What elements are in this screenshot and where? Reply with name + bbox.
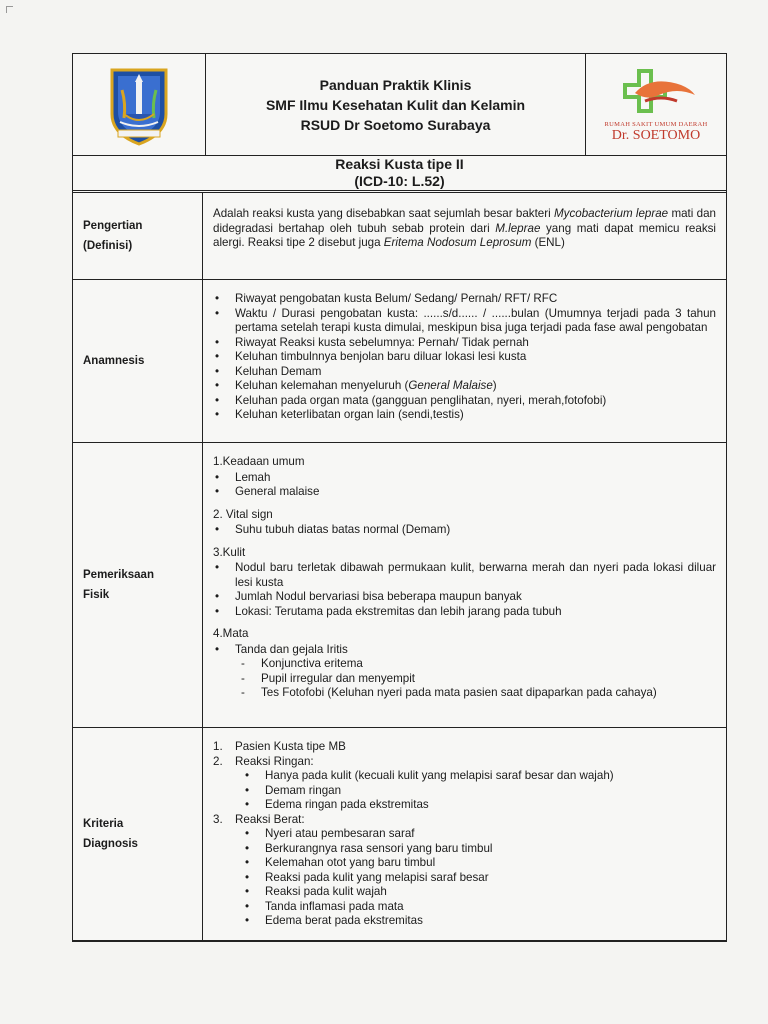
section-kulit bbox=[213, 546, 716, 620]
document-title-block bbox=[206, 54, 585, 155]
list-item: • Lokasi: Terutama pada ekstremitas dan lebih jarang pada tubuh bbox=[213, 605, 716, 620]
label-kriteria: Kriteria bbox=[83, 818, 124, 830]
icd-code: (ICD-10: L.52) bbox=[354, 173, 445, 189]
section-keadaan-umum bbox=[213, 455, 716, 500]
list-item: • Keluhan keterlibatan organ lain (sendi,testis) bbox=[213, 408, 716, 423]
def-italic-1: Mycobacterium leprae bbox=[554, 207, 669, 220]
item-number: 3. bbox=[213, 812, 223, 826]
ringan-list bbox=[235, 769, 716, 813]
item-text: ) bbox=[492, 379, 497, 392]
list-item: • General malaise bbox=[213, 485, 716, 500]
list-item: • Lemah bbox=[213, 471, 716, 486]
def-text-3: yang mati dapat memicu reaksi alergi. Reaksi tipe 2 disebut juga bbox=[213, 221, 716, 249]
kriteria-content bbox=[203, 728, 726, 940]
provincial-emblem-icon bbox=[104, 64, 174, 146]
pemeriksaan-content bbox=[203, 443, 726, 727]
item-number: 1. bbox=[213, 740, 223, 753]
list-item: - Tes Fotofobi (Keluhan nyeri pada mata pasien saat dipaparkan pada cahaya) bbox=[237, 686, 716, 701]
def-text-2: mati dan didegradasi bertahap oleh tubuh sebab protein dari bbox=[213, 207, 716, 235]
anamnesis-list bbox=[213, 292, 716, 423]
list-item bbox=[213, 379, 716, 394]
item-text: Reaksi Berat: bbox=[235, 812, 305, 826]
mata-list bbox=[213, 643, 716, 658]
list-item: • Nodul baru terletak dibawah permukaan kulit, berwarna merah dan nyeri pada lokasi diluar lesi kusta bbox=[213, 561, 716, 590]
row-pemeriksaan-fisik bbox=[73, 442, 726, 727]
kriteria-list bbox=[213, 740, 716, 929]
list-item: • Tanda inflamasi pada mata bbox=[243, 900, 716, 915]
list-item: • Riwayat pengobatan kusta Belum/ Sedang/ Pernah/ RFT/ RFC bbox=[213, 292, 716, 307]
def-italic-3: Eritema Nodosum Leprosum bbox=[383, 236, 532, 249]
label-pemeriksaan: Pemeriksaan bbox=[83, 569, 154, 581]
list-item: • Edema berat pada ekstremitas bbox=[243, 914, 716, 929]
list-item: • Reaksi pada kulit wajah bbox=[243, 885, 716, 900]
def-italic-2: M.leprae bbox=[495, 221, 541, 235]
list-item: • Riwayat Reaksi kusta sebelumnya: Pernah/ Tidak pernah bbox=[213, 336, 716, 351]
row-anamnesis bbox=[73, 279, 726, 442]
section-title: 3.Kulit bbox=[213, 545, 246, 559]
list-item: • Tanda dan gejala Iritis bbox=[213, 643, 716, 658]
document-topic: Reaksi Kusta tipe II bbox=[335, 156, 464, 172]
item-text: Keluhan kelemahan menyeluruh ( bbox=[235, 379, 409, 392]
definition-text bbox=[203, 193, 726, 279]
left-logo-cell bbox=[73, 54, 206, 155]
list-item: • Waktu / Durasi pengobatan kusta: ......s/d...... / ......bulan (Umumnya terjadi pada 3 tahun pertama setelah terapi kusta dimulai, meskipun bisa juga terjadi pada fase awal pengobatan bbox=[213, 307, 716, 336]
section-mata bbox=[213, 627, 716, 701]
title-line-2: SMF Ilmu Kesehatan Kulit dan Kelamin bbox=[265, 96, 526, 113]
hospital-logo-icon bbox=[611, 65, 701, 121]
list-item: • Nyeri atau pembesaran saraf bbox=[243, 827, 716, 842]
def-text-4: (ENL) bbox=[531, 236, 565, 249]
row-label bbox=[73, 443, 203, 727]
hospital-logo-name: Dr. SOETOMO bbox=[611, 128, 701, 143]
section-vital-sign bbox=[213, 508, 716, 538]
document-table bbox=[72, 53, 727, 942]
kulit-list bbox=[213, 561, 716, 619]
row-pengertian bbox=[73, 192, 726, 279]
mata-sub-list bbox=[213, 657, 716, 701]
title-line-1: Panduan Praktik Klinis bbox=[319, 76, 472, 93]
document-subheader bbox=[73, 156, 726, 191]
list-item: • Reaksi pada kulit yang melapisi saraf besar bbox=[243, 871, 716, 886]
row-label bbox=[73, 280, 203, 442]
def-text-1: Adalah reaksi kusta yang disebabkan saat sejumlah besar bakteri bbox=[213, 207, 554, 220]
label-diagnosis: Diagnosis bbox=[83, 838, 138, 850]
row-kriteria-diagnosis bbox=[73, 727, 726, 941]
list-item: - Pupil irregular dan menyempit bbox=[237, 672, 716, 687]
label-anamnesis: Anamnesis bbox=[83, 355, 145, 367]
list-item: • Jumlah Nodul bervariasi bisa beberapa maupun banyak bbox=[213, 590, 716, 605]
label-pengertian: Pengertian bbox=[83, 220, 143, 232]
keadaan-umum-list bbox=[213, 471, 716, 500]
list-item bbox=[213, 740, 716, 755]
list-item: • Keluhan pada organ mata (gangguan penglihatan, nyeri, merah,fotofobi) bbox=[213, 394, 716, 409]
hospital-logo-small-text: RUMAH SAKIT UMUM DAERAH bbox=[604, 121, 708, 128]
row-label bbox=[73, 193, 203, 279]
list-item: - Konjunctiva eritema bbox=[237, 657, 716, 672]
item-number: 2. bbox=[213, 754, 223, 768]
title-line-3: RSUD Dr Soetomo Surabaya bbox=[300, 116, 491, 133]
section-title: 4.Mata bbox=[213, 627, 249, 640]
list-item bbox=[213, 755, 716, 813]
row-label bbox=[73, 728, 203, 940]
label-fisik: Fisik bbox=[83, 589, 110, 601]
list-item: • Suhu tubuh diatas batas normal (Demam) bbox=[213, 523, 716, 538]
list-item: • Berkurangnya rasa sensori yang baru timbul bbox=[243, 842, 716, 857]
vital-sign-list bbox=[213, 523, 716, 538]
section-title: 2. Vital sign bbox=[213, 507, 273, 521]
right-logo-cell bbox=[585, 54, 726, 155]
list-item: • Demam ringan bbox=[243, 784, 716, 799]
scan-corner-mark bbox=[6, 6, 13, 13]
list-item: • Keluhan Demam bbox=[213, 365, 716, 380]
list-item: • Keluhan timbulnnya benjolan baru diluar lokasi lesi kusta bbox=[213, 350, 716, 365]
section-title: 1.Keadaan umum bbox=[213, 455, 305, 468]
list-item bbox=[213, 813, 716, 929]
list-item: • Kelemahan otot yang baru timbul bbox=[243, 856, 716, 871]
list-item: • Hanya pada kulit (kecuali kulit yang melapisi saraf besar dan wajah) bbox=[243, 769, 716, 784]
document-header bbox=[73, 54, 726, 156]
item-text: Reaksi Ringan: bbox=[235, 754, 314, 768]
berat-list bbox=[235, 827, 716, 929]
anamnesis-content bbox=[203, 280, 726, 442]
item-text: Pasien Kusta tipe MB bbox=[235, 740, 346, 753]
list-item: • Edema ringan pada ekstremitas bbox=[243, 798, 716, 813]
label-definisi: (Definisi) bbox=[83, 240, 133, 252]
item-italic: General Malaise bbox=[408, 379, 493, 392]
